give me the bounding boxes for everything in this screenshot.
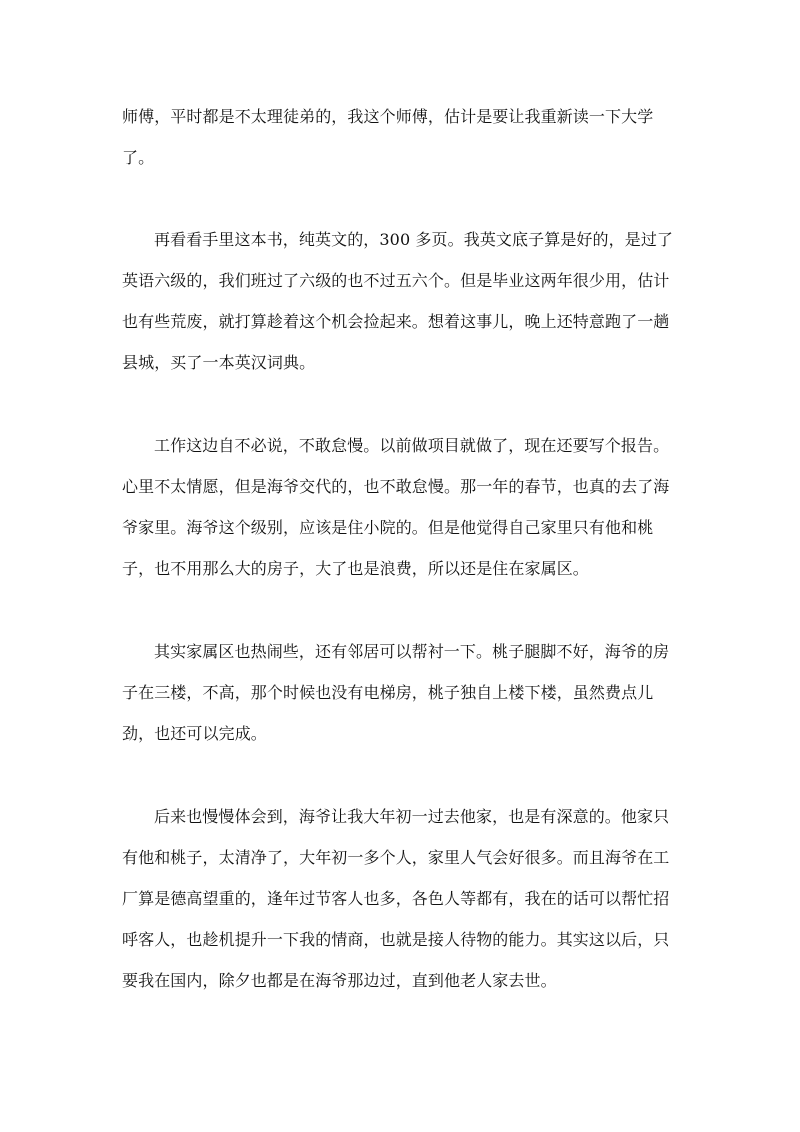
paragraph-line: 县城，买了一本英汉词典。 [122, 353, 316, 372]
paragraph-line: 工作这边自不必说，不敢怠慢。以前做项目就做了，现在还要写个报告。 [154, 436, 670, 455]
paragraph-line: 师傅，平时都是不太理徒弟的，我这个师傅，估计是要让我重新读一下大学 [122, 107, 654, 126]
paragraph-line: 英语六级的，我们班过了六级的也不过五六个。但是毕业这两年很少用，估计 [122, 271, 670, 290]
paragraph-line: 有他和桃子，太清净了，大年初一多个人，家里人气会好很多。而且海爷在工 [122, 848, 670, 867]
paragraph-line: 厂算是德高望重的，逢年过节客人也多，各色人等都有，我在的话可以帮忙招 [122, 889, 670, 908]
paragraph-line: 子在三楼，不高，那个时候也没有电梯房，桃子独自上楼下楼，虽然费点儿 [122, 683, 654, 702]
paragraph-line: 后来也慢慢体会到，海爷让我大年初一过去他家，也是有深意的。他家只 [154, 807, 670, 826]
paragraph-line: 再看看手里这本书，纯英文的，300 多页。我英文底子算是好的，是过了 [154, 230, 674, 249]
paragraph-line: 要我在国内，除夕也都是在海爷那边过，直到他老人家去世。 [122, 971, 557, 990]
paragraph-line: 劲，也还可以完成。 [122, 724, 267, 743]
paragraph-line: 其实家属区也热闹些，还有邻居可以帮衬一下。桃子腿脚不好，海爷的房 [154, 642, 670, 661]
paragraph-line: 也有些荒废，就打算趁着这个机会捡起来。想着这事儿，晚上还特意跑了一趟 [122, 312, 670, 331]
paragraph-line: 子，也不用那么大的房子，大了也是浪费，所以还是住在家属区。 [122, 559, 589, 578]
paragraph-line: 了。 [122, 148, 155, 167]
paragraph-line: 爷家里。海爷这个级别，应该是住小院的。但是他觉得自己家里只有他和桃 [122, 518, 654, 537]
paragraph-line: 呼客人，也趁机提升一下我的情商，也就是接人待物的能力。其实这以后，只 [122, 930, 670, 949]
paragraph-line: 心里不太情愿，但是海爷交代的，也不敢怠慢。那一年的春节，也真的去了海 [122, 477, 670, 496]
